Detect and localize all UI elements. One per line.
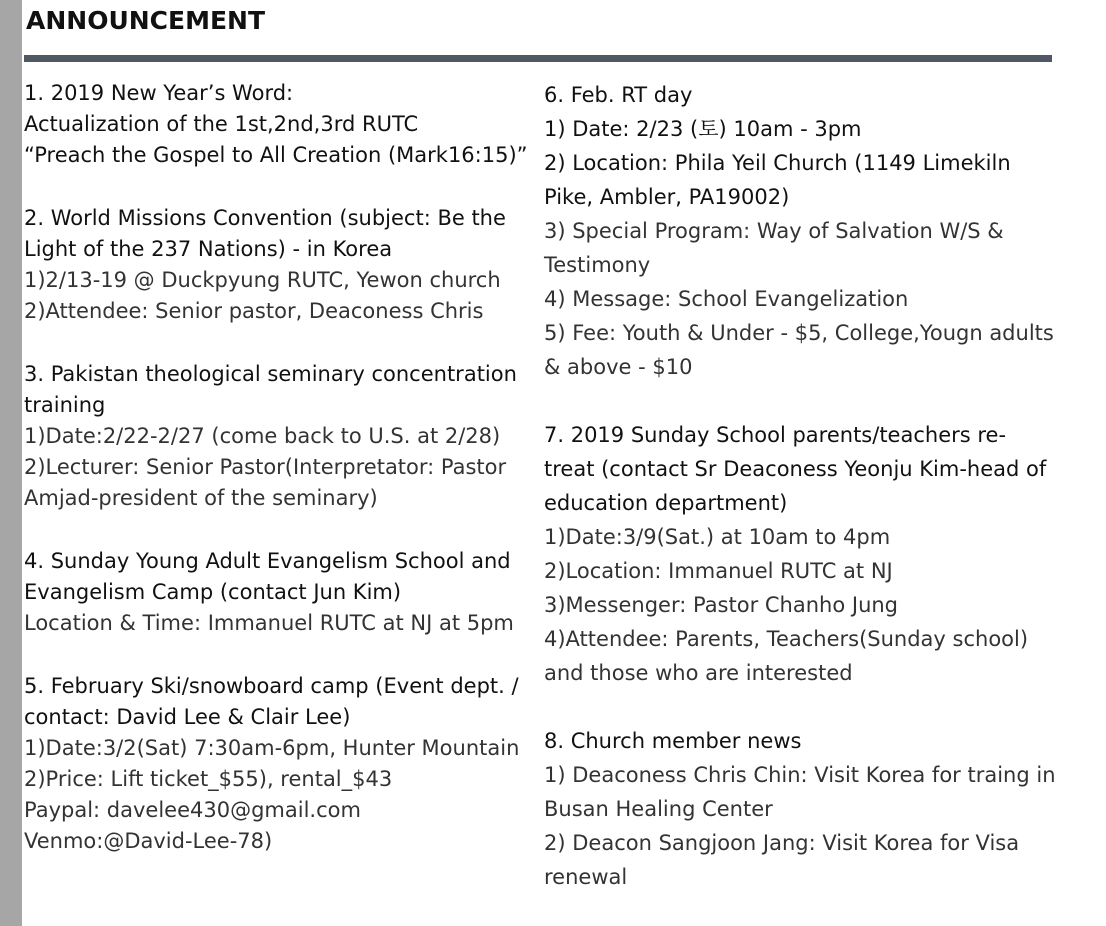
item-8-detail-1: 1) Deaconess Chris Chin: Visit Korea for traing in	[544, 763, 1056, 787]
item-1-line-1: 1. 2019 New Year’s Word:	[24, 81, 294, 105]
item-2-heading-1: 2. World Missions Convention (subject: Be the	[24, 206, 506, 230]
announcement-8	[544, 724, 1064, 894]
item-6-heading-4: Pike, Ambler, PA19002)	[544, 185, 790, 209]
item-7-detail-2: 2)Location: Immanuel RUTC at NJ	[544, 559, 893, 583]
item-7-detail-4: 4)Attendee: Parents, Teachers(Sunday school)	[544, 627, 1029, 651]
item-6-heading-2: 1) Date: 2/23 (토) 10am - 3pm	[544, 117, 862, 141]
item-8-detail-2: Busan Healing Center	[544, 797, 773, 821]
item-3-detail-3: Amjad-president of the seminary)	[24, 486, 378, 510]
item-2-detail-1: 1)2/13-19 @ Duckpyung RUTC, Yewon church	[24, 268, 501, 292]
item-6-heading-1: 6. Feb. RT day	[544, 83, 693, 107]
right-column	[544, 78, 1064, 894]
item-7-heading-2: treat (contact Sr Deaconess Yeonju Kim-head of	[544, 457, 1047, 481]
item-5-heading-2: contact: David Lee & Clair Lee)	[24, 705, 351, 729]
item-7-heading-3: education department)	[544, 491, 788, 515]
item-1-line-2: Actualization of the 1st,2nd,3rd RUTC	[24, 112, 419, 136]
item-1-line-3: “Preach the Gospel to All Creation (Mark16:15)”	[24, 143, 528, 167]
item-3-detail-2: 2)Lecturer: Senior Pastor(Interpretator: Pastor	[24, 455, 507, 479]
item-2-detail-2: 2)Attendee: Senior pastor, Deaconess Chris	[24, 299, 484, 323]
left-margin-bar	[0, 0, 22, 926]
item-3-heading-1: 3. Pakistan theological seminary concentration	[24, 362, 517, 386]
item-5-venmo: Venmo:@David-Lee-78)	[24, 829, 273, 853]
item-8-detail-3: 2) Deacon Sangjoon Jang: Visit Korea for Visa	[544, 831, 1020, 855]
announcement-5	[24, 671, 536, 857]
left-column	[24, 78, 536, 857]
announcement-2	[24, 203, 536, 327]
announcement-7	[544, 418, 1064, 690]
item-4-detail-1: Location & Time: Immanuel RUTC at NJ at 5pm	[24, 611, 514, 635]
item-5-paypal: Paypal: davelee430@gmail.com	[24, 798, 361, 822]
announcement-3	[24, 359, 536, 514]
item-6-detail-2: Testimony	[544, 253, 651, 277]
item-7-detail-3: 3)Messenger: Pastor Chanho Jung	[544, 593, 899, 617]
item-5-detail-1: 1)Date:3/2(Sat) 7:30am-6pm, Hunter Mountain	[24, 736, 520, 760]
item-5-detail-2: 2)Price: Lift ticket_$55), rental_$43	[24, 767, 393, 791]
page-title: ANNOUNCEMENT	[26, 6, 266, 35]
item-8-heading-1: 8. Church member news	[544, 729, 802, 753]
item-5-heading-1: 5. February Ski/snowboard camp (Event dept. /	[24, 674, 519, 698]
item-2-heading-2: Light of the 237 Nations) - in Korea	[24, 237, 393, 261]
item-6-detail-5: & above - $10	[544, 355, 693, 379]
item-3-detail-1: 1)Date:2/22-2/27 (come back to U.S. at 2/28)	[24, 424, 501, 448]
announcement-4	[24, 546, 536, 639]
item-7-heading-1: 7. 2019 Sunday School parents/teachers re-	[544, 423, 1007, 447]
item-8-detail-4: renewal	[544, 865, 628, 889]
item-6-detail-4: 5) Fee: Youth & Under - $5, College,Yougn adults	[544, 321, 1054, 345]
item-4-heading-2: Evangelism Camp (contact Jun Kim)	[24, 580, 402, 604]
item-6-detail-1: 3) Special Program: Way of Salvation W/S &	[544, 219, 1004, 243]
item-4-heading-1: 4. Sunday Young Adult Evangelism School and	[24, 549, 511, 573]
item-7-detail-1: 1)Date:3/9(Sat.) at 10am to 4pm	[544, 525, 891, 549]
item-6-heading-3: 2) Location: Phila Yeil Church (1149 Limekiln	[544, 151, 1011, 175]
announcement-1	[24, 78, 536, 171]
title-divider	[24, 55, 1052, 62]
item-6-detail-3: 4) Message: School Evangelization	[544, 287, 909, 311]
item-7-detail-5: and those who are interested	[544, 661, 853, 685]
announcement-6	[544, 78, 1064, 384]
item-3-heading-2: training	[24, 393, 106, 417]
